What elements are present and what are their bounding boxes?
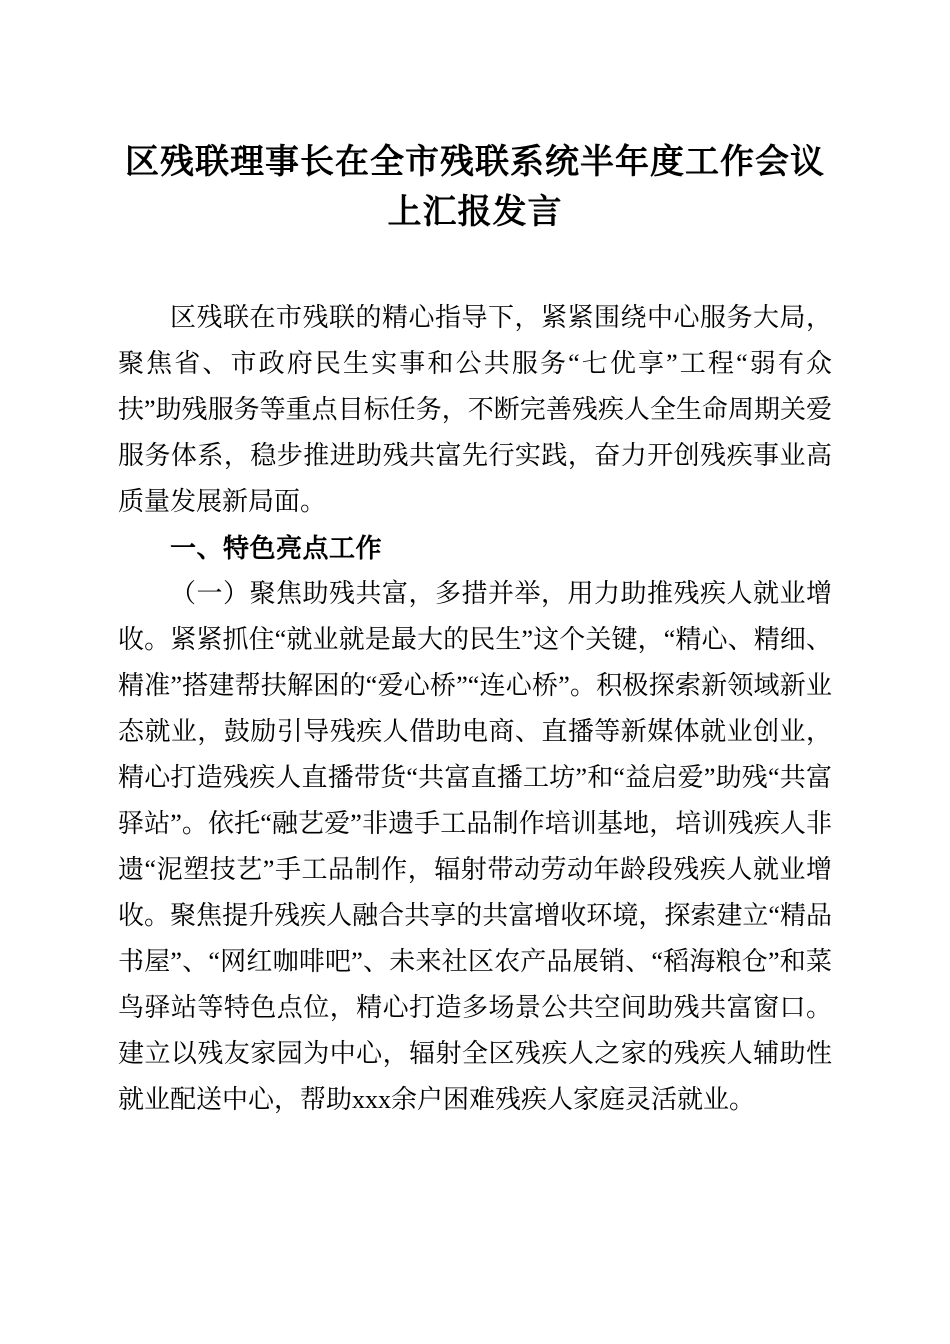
intro-paragraph: 区残联在市残联的精心指导下，紧紧围绕中心服务大局，聚焦省、市政府民生实事和公共服务“七优享”工程“弱有众扶”助残服务等重点目标任务，不断完善残疾人全生命周期关爱服务体系，稳步推进助残共富先行实践，奋力开创残疾事业高质量发展新局面。 xyxy=(118,302,832,516)
section-heading: 一、特色亮点工作 xyxy=(170,532,383,563)
body-paragraph: （一）聚焦助残共富，多措并举，用力助推残疾人就业增收。紧紧抓住“就业就是最大的民生”这个关键，“精心、精细、精准”搭建帮扶解困的“爱心桥”“连心桥”。积极探索新领域新业态就业，鼓励引导残疾人借助电商、直播等新媒体就业创业，精心打造残疾人直播带货“共富直播工坊”和“益启爱”助残“共富驿站”。依托“融艺爱”非遗手工品制作培训基地，培训残疾人非遗“泥塑技艺”手工品制作，辐射带动劳动年龄段残疾人就业增收。聚焦提升残疾人融合共享的共富增收环境，探索建立“精品书屋”、“网红咖啡吧”、未来社区农产品展销、“稻海粮仓”和菜鸟驿站等特色点位，精心打造多场景公共空间助残共富窗口。建立以残友家园为中心，辐射全区残疾人之家的残疾人辅助性就业配送中心，帮助xxx余户困难残疾人家庭灵活就业。 xyxy=(118,578,832,1114)
document-title: 区残联理事长在全市残联系统半年度工作会议上汇报发言 xyxy=(125,144,825,232)
